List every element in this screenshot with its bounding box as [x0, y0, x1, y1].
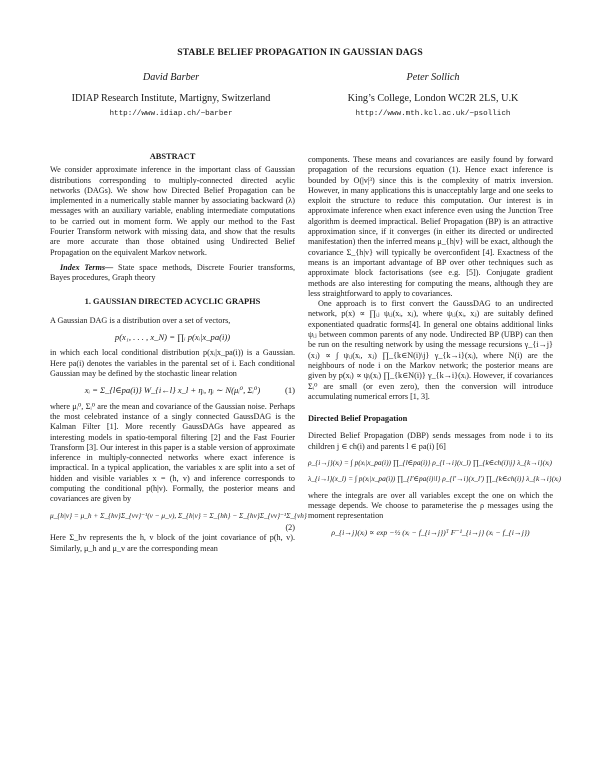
equation-1 — [50, 385, 295, 395]
equation-lambda: λ_{i→l}(x_l) = ∫ p(xᵢ|x_pa(i)) ∏_{l′∈pa(i)\l} ρ_{l′→i}(x_l′) ∏_{k∈ch(i)} λ_{k→i}(xᵢ) — [308, 474, 562, 484]
paragraph: where the integrals are over all variables except the one on which the message depends. We choose to parameterise the ρ messages using the moment representation — [308, 490, 553, 521]
equation-number: (2) — [285, 522, 295, 532]
author-block-2 — [303, 72, 563, 118]
left-column — [50, 152, 307, 554]
right-column — [308, 155, 562, 544]
paragraph: where μᵢ⁰, Σᵢ⁰ are the mean and covariance of the Gaussian noise. Perhaps the most celebrated instance of a singly connected GaussDAG is the Kalman Filter [1]. More recently GaussDAGs have appeared as interesting models in spatio-temporal filtering [2] and the Fast Fourier Transform [3]. Our interest in this paper is a stable version of approximate inference in multiply-connected networks where exact inference is impractical. In a typical application, the variables x are split into a set of hidden and visible variables x = (h, v) and inference corresponds to computing the conditional p(h|v). Formally, the posterior means and covariances are given by — [50, 401, 295, 504]
section-heading: 1. GAUSSIAN DIRECTED ACYCLIC GRAPHS — [84, 296, 261, 306]
author-name: David Barber — [142, 72, 200, 83]
paragraph: Here Σ_hv represents the h, v block of the joint covariance of p(h, v). Similarly, μ_h and μ_v are the corresponding mean — [50, 533, 295, 553]
equation-moment: ρ_{i→j}(xᵢ) ∝ exp −½ (xᵢ − f_{i→j})ᵀ F⁻¹_{i→j} (xᵢ − f_{i→j}) — [331, 527, 530, 537]
paragraph: Directed Belief Propagation (DBP) sends messages from node i to its children j ∈ ch(i) and parents l ∈ pa(i) [6] — [308, 431, 553, 451]
index-terms-label: Index Terms— — [60, 262, 114, 272]
author-affiliation: IDIAP Research Institute, Martigny, Switzerland — [71, 93, 271, 104]
index-terms-text: State space methods, Discrete Fourier transforms, Bayes procedures, Graph theory — [50, 262, 296, 283]
paper-title: STABLE BELIEF PROPAGATION IN GAUSSIAN DAGS — [177, 47, 423, 58]
subsection-heading: Directed Belief Propagation — [308, 414, 408, 424]
abstract-heading: ABSTRACT — [149, 152, 196, 161]
author-block-1 — [41, 72, 301, 118]
abstract-text: We consider approximate inference in the important class of Gaussian distributions corresponding to multiply-connected directed acylic networks (DAGs). We show how Directed Belief Propagation can be implemented in a numerically stable manner by associating backward (λ) messages with an auxiliary variable, enabling intermediate computations to be carried out in moment form. We apply our method to the Fast Fourier Transform network with missing data, and show that the results are more accurate than those obtained using Undirected Belief Propagation on the equivalent Markov network. — [50, 165, 295, 257]
equation-joint: p(x₁, . . . , x_N) = ∏ᵢ p(xᵢ|x_pa(i)) — [114, 332, 231, 343]
author-name: Peter Sollich — [406, 72, 460, 83]
paragraph: One approach is to first convert the GaussDAG to an undirected network, p(x) ∝ ∏ᵢⱼ ψᵢⱼ(xᵢ, xⱼ), where ψᵢⱼ(xᵢ, xⱼ) are suitably defined exponentiated quadratic forms[4]. In general one obtains additional links ψᵢⱼ between common parents of any node. Undirected BP (UBP) can then be run on the resulting network by using the message recursions γ_{i→j}(xⱼ) ∝ ∫ ψᵢⱼ(xᵢ, xⱼ) ∏_{k∈N(i)\j} γ_{k→i}(xᵢ), where N(i) are the neighbours of node i on the Markov network; the posterior means are given by p(xᵢ) ∝ ψᵢ(xᵢ) ∏_{k∈N(i)} γ_{k→i}(xᵢ). However, if covariances Σᵢ⁰ are small (or even zero), then the conversion will introduce accumulating numerical errors [1, 3]. — [308, 299, 553, 401]
equation-body: xᵢ = Σ_{l∈pa(i)} W_{i←l} x_l + ηᵢ, ηᵢ ∼ N(μᵢ⁰, Σᵢ⁰) — [84, 385, 261, 396]
equation-number: (1) — [284, 385, 295, 396]
paragraph: in which each local conditional distribution p(xᵢ|x_pa(i)) is a Gaussian. Here pa(i) denotes the variables in the parental set of i. Each conditional Gaussian may be defined by the stochastic linear relation — [50, 348, 295, 379]
author-affiliation: King’s College, London WC2R 2LS, U.K — [347, 93, 519, 104]
paragraph: components. These means and covariances are easily found by forward propagation of the recursions equation (1). Hence exact inference is bounded by O(|v|³) since this is the complexity of matrix inversion. However, in many applications this is unacceptably large and one seeks to exploit the structure to reduce this computation. Our interest is in approximate inference when exact inference even using the Junction Tree algorithm is deemed impractical. Belief Propagation (BP) is an attractive approximation since, if it converges (in either its directed or undirected manifestation) then the inferred means μ_{h|v} will be exact, although the covariance Σ_{h|v} will typically be overconfident [4]. Exactness of the means is an important advantage of BP over other techniques such as approximate block factorisations (see e.g. [5]). Conjugate gradient methods are also interesting for computing the means, although they are less straightforward to apply to covariances. — [308, 155, 553, 298]
author-url[interactable]: http://www.mth.kcl.ac.uk/~psollich — [355, 110, 511, 118]
index-terms — [50, 263, 295, 284]
equation-2: μ_{h|v} = μ_h + Σ_{hv}Σ_{vv}⁻¹(v − μ_v), Σ_{h|v} = Σ_{hh} − Σ_{hv}Σ_{vv}⁻¹Σ_{vh} — [50, 510, 307, 520]
equation-rho: ρ_{i→j}(xᵢ) = ∫ p(xᵢ|x_pa(i)) ∏_{l∈pa(i)} ρ_{l→i}(x_l) ∏_{k∈ch(i)\j} λ_{k→i}(xᵢ) — [308, 458, 552, 468]
paragraph: A Gaussian DAG is a distribution over a set of vectors, — [50, 315, 231, 325]
author-url[interactable]: http://www.idiap.ch/~barber — [109, 110, 233, 118]
